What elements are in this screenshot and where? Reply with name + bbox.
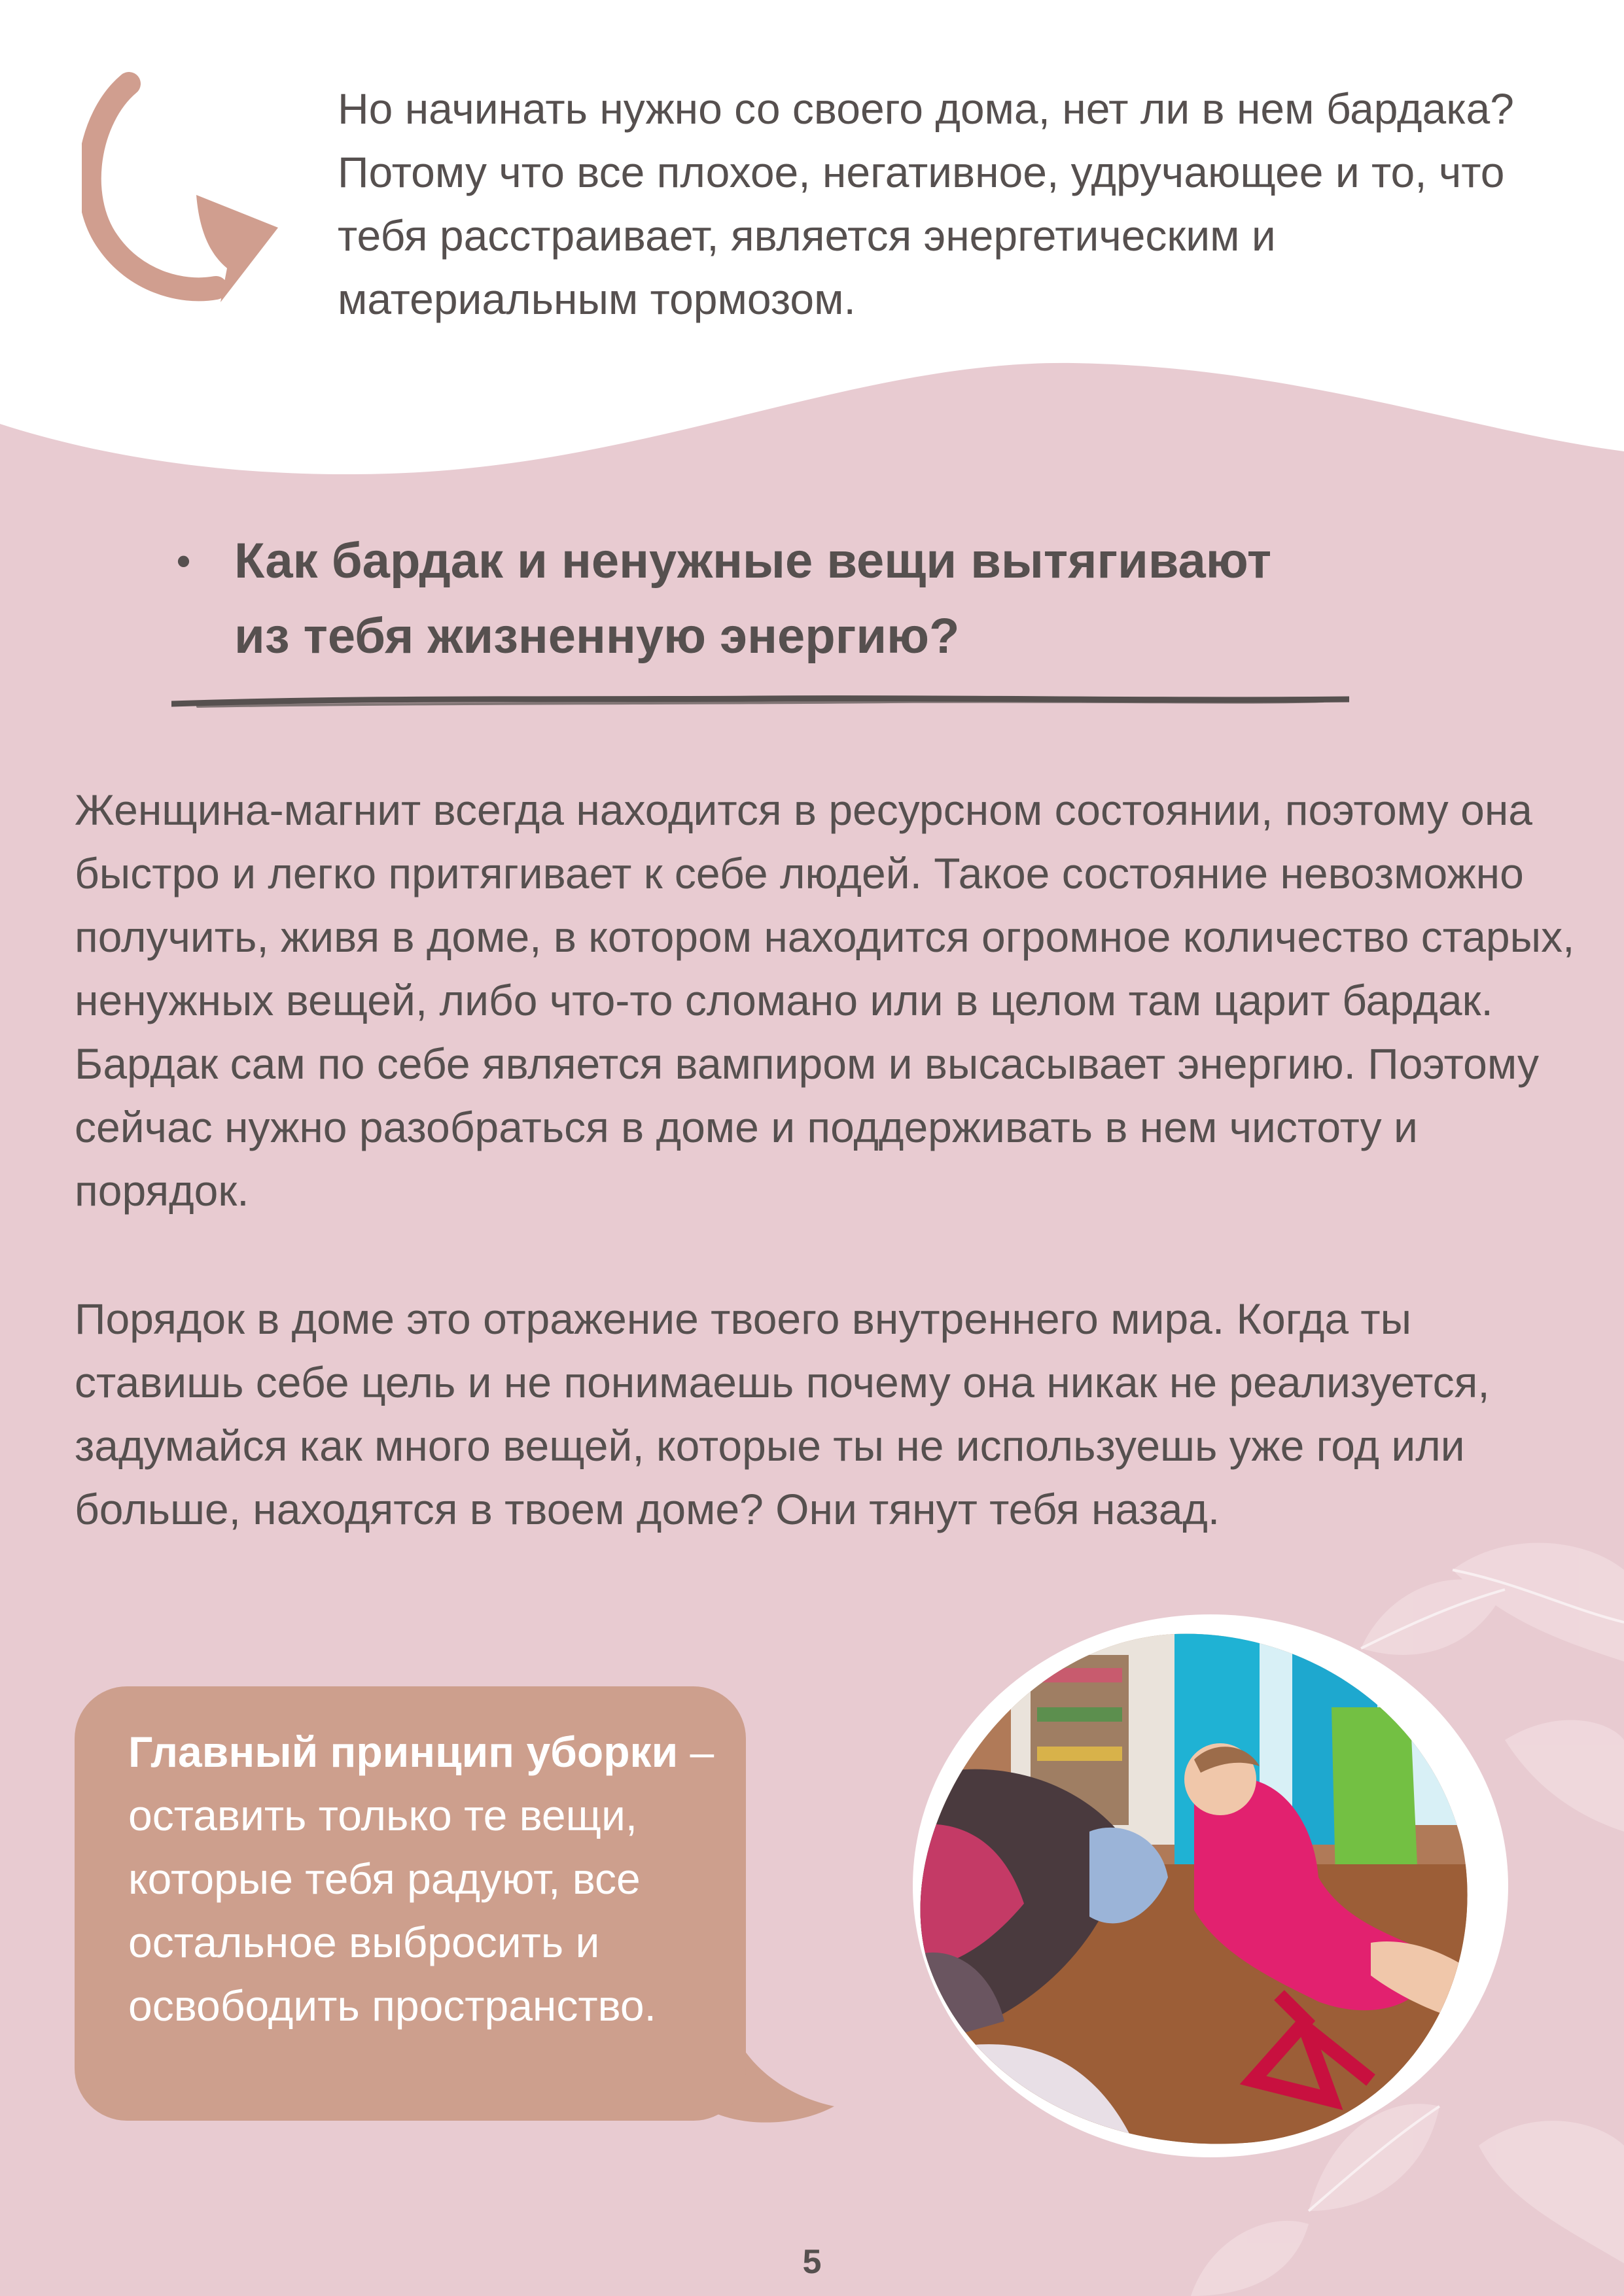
callout-text xyxy=(128,1720,717,2038)
intro-text: Но начинать нужно со своего дома, нет ли в нем бардака? Потому что все плохое, негативное, удручающее и то, что тебя расстраивает, является энергетическим и материальным тормозом. xyxy=(338,84,1514,323)
callout-bold: Главный принцип уборки xyxy=(128,1728,679,1776)
section-heading xyxy=(177,523,1420,674)
paragraph-2: Порядок в доме это отражение твоего внутреннего мира. Когда ты ставишь себе цель и не понимаешь почему она никак не реализуется, задумайся как много вещей, которые ты не используешь уже год или больше, находятся в твоем доме? Они тянут тебя назад. xyxy=(75,1295,1490,1533)
heading-line-1: Как бардак и ненужные вещи вытягивают xyxy=(234,533,1272,589)
curved-arrow-icon xyxy=(82,72,298,314)
bullet-mark: • xyxy=(177,539,191,583)
brush-underline xyxy=(171,693,1349,713)
paragraph-1: Женщина-магнит всегда находится в ресурсном состоянии, поэтому она быстро и легко притягивает к себе людей. Такое состояние невозможно получить, живя в доме, в котором находится огромное количество старых, ненужных вещей, либо что-то сломано или в целом там царит бардак. Бардак сам по себе является вампиром и высасывает энергию. Поэтому сейчас нужно разобраться в доме и поддерживать в нем чистоту и порядок. xyxy=(75,786,1575,1215)
callout-bubble xyxy=(75,1686,746,2121)
heading-line-2: из тебя жизненную энергию? xyxy=(234,608,960,664)
page-number: 5 xyxy=(802,2243,822,2281)
callout-rest: – оставить только те вещи, которые тебя радуют, все остальное выбросить и освободить пространство. xyxy=(128,1728,715,2030)
messy-room-photo xyxy=(913,1629,1469,2146)
